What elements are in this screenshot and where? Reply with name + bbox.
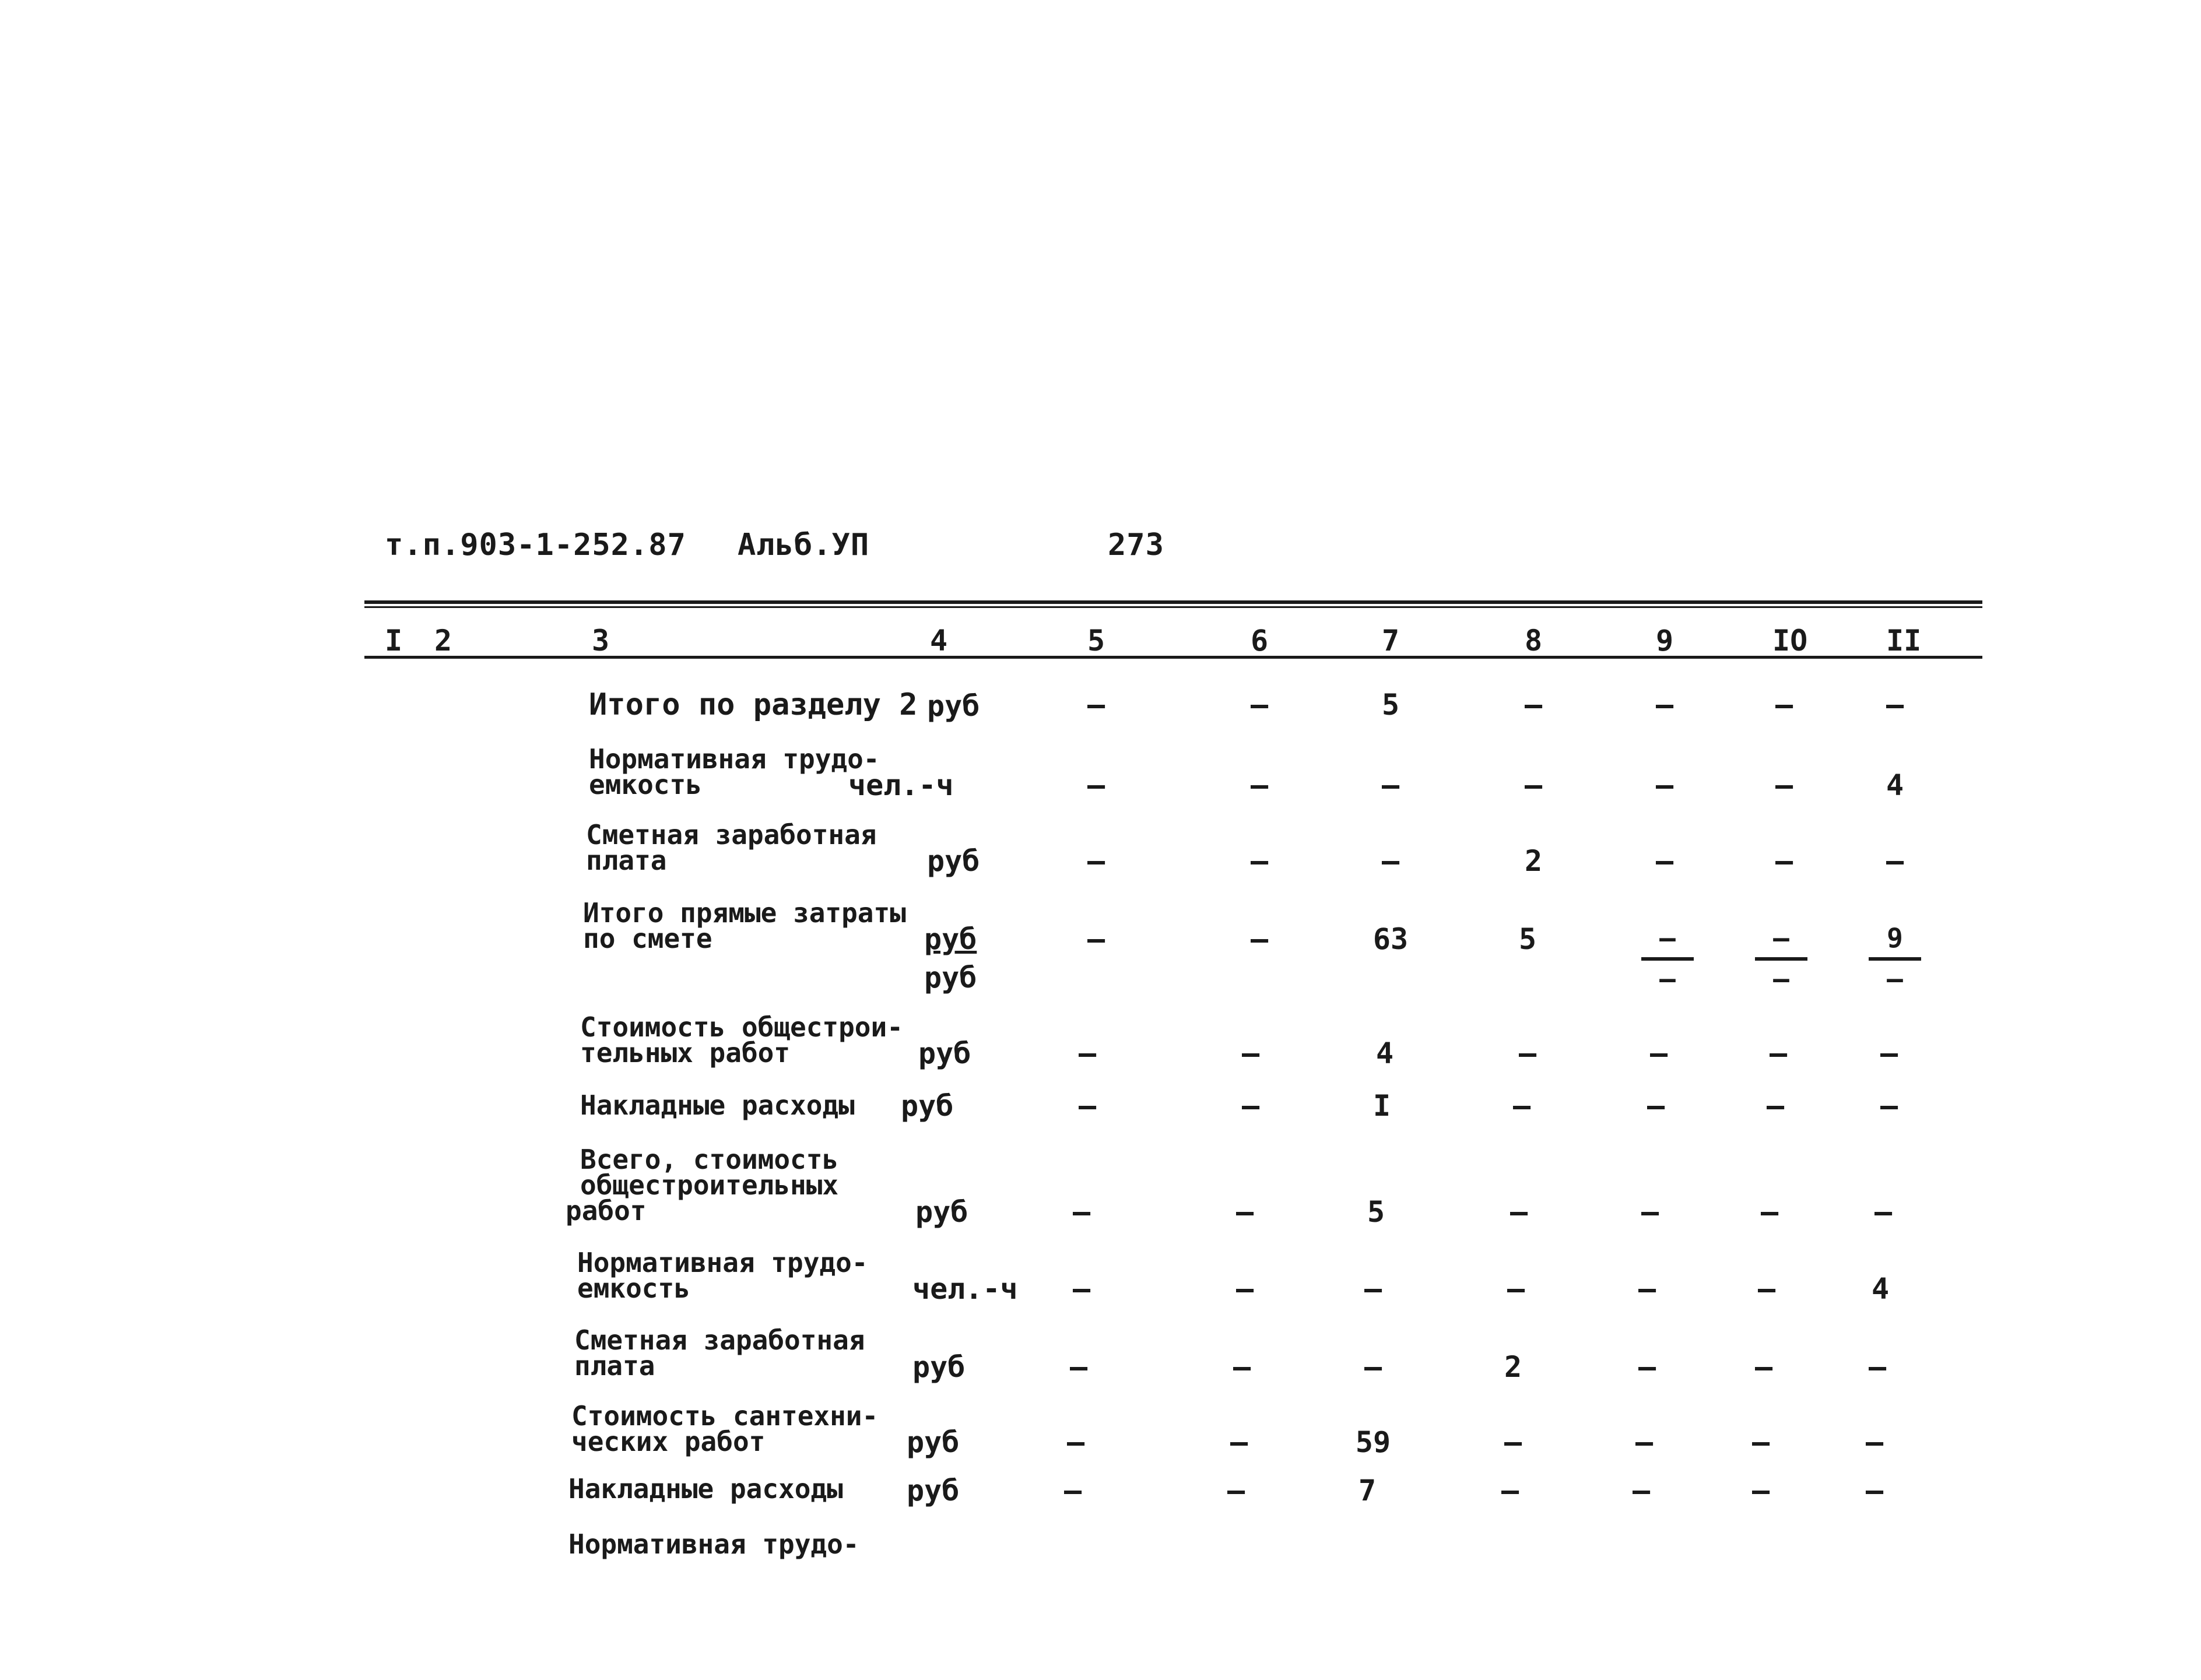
row-label-line2: ческих работ <box>571 1426 766 1457</box>
cell-col7: I <box>1372 1089 1391 1123</box>
row-label: Итого прямые затраты <box>583 897 906 929</box>
cell-col6: – <box>1250 688 1269 722</box>
row-label: Нормативная трудо- <box>568 1528 859 1560</box>
row-unit: чел.-ч <box>848 768 954 802</box>
cell-col11-fraction <box>1869 920 1921 997</box>
row-unit: руб <box>907 1474 960 1507</box>
column-number-7: 7 <box>1382 624 1400 658</box>
cell-col8: – <box>1501 1474 1519 1507</box>
row-label: Итого по разделу 2 <box>589 687 918 722</box>
cell-col9: – <box>1635 1425 1654 1459</box>
cell-col11-upper: 9 <box>1869 920 1921 961</box>
cell-col9: – <box>1638 1350 1656 1384</box>
column-number-10: IO <box>1772 624 1808 658</box>
cell-col5: – <box>1087 844 1105 878</box>
column-number-4: 4 <box>930 624 948 658</box>
cell-col10: – <box>1775 688 1793 722</box>
cell-col5: – <box>1072 1195 1091 1229</box>
row-label-line3: работ <box>566 1195 647 1226</box>
cell-col8: 2 <box>1524 844 1543 878</box>
cell-col6: – <box>1235 1195 1254 1229</box>
cell-col7: – <box>1364 1350 1382 1384</box>
cell-col11: 4 <box>1886 768 1904 802</box>
cell-col9: – <box>1641 1195 1659 1229</box>
cell-col6: – <box>1250 844 1269 878</box>
row-label-line2: емкость <box>577 1273 690 1304</box>
document-code: т.п.903-1-252.87 <box>385 528 686 563</box>
cell-col6: – <box>1241 1036 1260 1070</box>
row-unit: руб <box>912 1350 966 1384</box>
row-label: Нормативная трудо- <box>577 1247 868 1278</box>
table-top-rule <box>364 600 1982 604</box>
cell-col9: – <box>1655 768 1674 802</box>
cell-col9: – <box>1632 1474 1651 1507</box>
row-unit: руб <box>915 1195 968 1229</box>
row-label-line2: тельных работ <box>580 1037 791 1069</box>
row-unit: руб <box>924 922 977 956</box>
cell-col7: – <box>1381 844 1400 878</box>
row-label: Сметная заработная <box>574 1324 865 1356</box>
column-number-1: I <box>385 624 403 658</box>
row-label-line2: плата <box>574 1350 655 1382</box>
cell-col6: – <box>1235 1272 1254 1306</box>
column-number-5: 5 <box>1087 624 1105 658</box>
cell-col11: – <box>1874 1195 1893 1229</box>
cell-col10: – <box>1775 844 1793 878</box>
cell-col9: – <box>1655 688 1674 722</box>
cell-col9: – <box>1655 844 1674 878</box>
cell-col5: – <box>1087 768 1105 802</box>
row-unit: руб <box>927 689 980 723</box>
cell-col7: – <box>1364 1272 1382 1306</box>
cell-col11: 4 <box>1871 1272 1890 1306</box>
page-number: 273 <box>1108 528 1164 563</box>
cell-col11: – <box>1880 1036 1898 1070</box>
cell-col10: – <box>1751 1425 1770 1459</box>
cell-col10: – <box>1766 1089 1785 1123</box>
cell-col6: – <box>1241 1089 1260 1123</box>
cell-col8: – <box>1524 688 1543 722</box>
cell-col10-lower: – <box>1773 963 1789 994</box>
cell-col8: – <box>1510 1195 1528 1229</box>
row-unit: руб <box>907 1425 960 1459</box>
row-label: Стоимость общестрои- <box>580 1011 903 1043</box>
cell-col10: – <box>1757 1272 1776 1306</box>
cell-col6: – <box>1230 1425 1248 1459</box>
cell-col5: – <box>1087 688 1105 722</box>
row-label: Накладные расходы <box>568 1473 843 1505</box>
cell-col11: – <box>1865 1474 1884 1507</box>
cell-col7: 5 <box>1367 1195 1385 1229</box>
row-label-line2: плата <box>586 845 667 876</box>
cell-col5: – <box>1087 922 1105 956</box>
cell-col8: 2 <box>1504 1350 1522 1384</box>
cell-col7: 4 <box>1375 1036 1394 1070</box>
cell-col6: – <box>1250 922 1269 956</box>
cell-col6: – <box>1233 1350 1251 1384</box>
cell-col10: – <box>1751 1474 1770 1507</box>
album-number: Альб.УП <box>738 528 870 563</box>
cell-col8: – <box>1518 1036 1537 1070</box>
row-label: Стоимость сантехни- <box>571 1400 879 1432</box>
cell-col5: – <box>1063 1474 1082 1507</box>
cell-col5: – <box>1069 1350 1088 1384</box>
cell-col10-fraction <box>1755 920 1807 997</box>
column-number-3: 3 <box>592 624 610 658</box>
column-number-9: 9 <box>1656 624 1674 658</box>
cell-col8: – <box>1507 1272 1525 1306</box>
cell-col8: 5 <box>1518 922 1537 956</box>
row-label: Сметная заработная <box>586 819 877 850</box>
row-unit: руб <box>918 1036 971 1070</box>
table-top-rule-thin <box>364 606 1982 608</box>
cell-col5: – <box>1066 1425 1085 1459</box>
cell-col7: – <box>1381 768 1400 802</box>
row-label-line2: общестроительных <box>580 1169 839 1201</box>
cell-col10: – <box>1775 768 1793 802</box>
cell-col7: 59 <box>1355 1425 1391 1459</box>
cell-col11: – <box>1868 1350 1887 1384</box>
cell-col7: 63 <box>1372 922 1409 956</box>
cell-col5: – <box>1078 1036 1097 1070</box>
row-label: Всего, стоимость <box>580 1144 839 1175</box>
cell-col9-lower: – <box>1659 963 1676 994</box>
row-unit: руб <box>927 844 980 878</box>
row-unit-second: руб <box>924 961 977 994</box>
cell-col9: – <box>1638 1272 1656 1306</box>
cell-col11: – <box>1886 844 1904 878</box>
cell-col7: 5 <box>1381 688 1400 722</box>
cell-col6: – <box>1227 1474 1245 1507</box>
row-unit: руб <box>901 1089 954 1123</box>
cell-col10: – <box>1760 1195 1779 1229</box>
column-number-2: 2 <box>434 624 452 658</box>
cell-col5: – <box>1072 1272 1091 1306</box>
cell-col5: – <box>1078 1089 1097 1123</box>
cell-col9: – <box>1649 1036 1668 1070</box>
cell-col10: – <box>1769 1036 1788 1070</box>
row-unit: чел.-ч <box>912 1272 1018 1306</box>
row-label: Накладные расходы <box>580 1089 855 1121</box>
cell-col11: – <box>1886 688 1904 722</box>
cell-col8: – <box>1524 768 1543 802</box>
row-label-line2: емкость <box>589 769 702 800</box>
cell-col8: – <box>1512 1089 1531 1123</box>
cell-col9-fraction <box>1641 920 1694 997</box>
cell-col8: – <box>1504 1425 1522 1459</box>
cell-col10-upper: – <box>1755 920 1807 961</box>
column-number-6: 6 <box>1251 624 1269 658</box>
cell-col11: – <box>1865 1425 1884 1459</box>
cell-col6: – <box>1250 768 1269 802</box>
cell-col11: – <box>1880 1089 1898 1123</box>
column-number-8: 8 <box>1525 624 1543 658</box>
cell-col11-lower: – <box>1887 963 1903 994</box>
column-number-11: II <box>1886 624 1922 658</box>
cell-col9: – <box>1647 1089 1665 1123</box>
row-label-line2: по смете <box>583 923 712 954</box>
cell-col7: 7 <box>1358 1474 1377 1507</box>
cell-col9-upper: – <box>1641 920 1694 961</box>
cell-col10: – <box>1754 1350 1773 1384</box>
row-label: Нормативная трудо- <box>589 743 880 775</box>
